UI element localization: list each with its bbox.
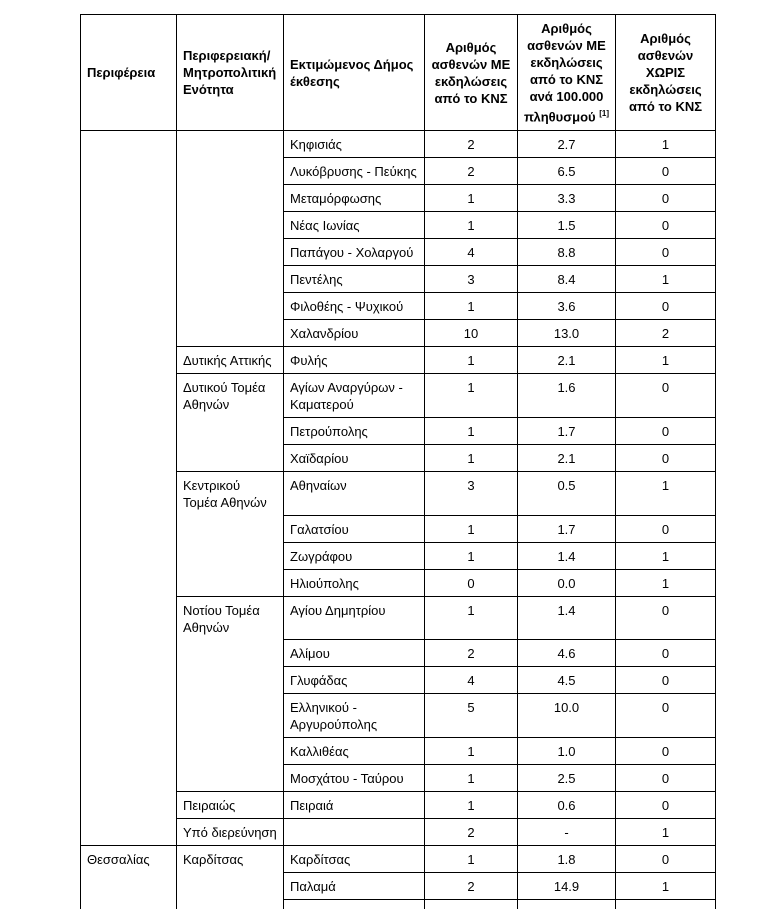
region-cell (81, 667, 177, 694)
rate-cell: 14.9 (518, 873, 616, 900)
table-row (81, 239, 716, 266)
rate-cell: 3.3 (518, 185, 616, 212)
cases-without-cell: 1 (616, 347, 716, 374)
region-cell (81, 738, 177, 765)
region-cell (81, 212, 177, 239)
municipality-cell: Πειραιά (284, 792, 425, 819)
cases-with-cell: 5 (425, 694, 518, 738)
footnote-ref: [1] (599, 109, 609, 118)
cases-with-cell: 1 (425, 374, 518, 418)
municipality-cell: Αγίου Δημητρίου (284, 596, 425, 640)
rate-cell: 0.0 (518, 569, 616, 596)
municipality-cell: Κηφισιάς (284, 131, 425, 158)
cases-with-cell: 2 (425, 640, 518, 667)
region-cell (81, 873, 177, 900)
region-cell (81, 542, 177, 569)
cases-without-cell: 1 (616, 819, 716, 846)
unit-cell (177, 873, 284, 900)
cases-without-cell: 0 (616, 640, 716, 667)
rate-cell: 1.8 (518, 846, 616, 873)
table-row (81, 900, 716, 909)
rate-cell: 1.0 (518, 738, 616, 765)
rate-cell: 10.0 (518, 694, 616, 738)
header-rate-text: Αριθμός ασθενών ΜΕ εκδηλώσεις από το ΚΝΣ ανά 100.000 πληθυσμού (524, 21, 606, 124)
unit-cell: Καρδίτσας (177, 846, 284, 873)
municipality-cell: Μεταμόρφωσης (284, 185, 425, 212)
municipality-cell: Παλαμά (284, 873, 425, 900)
table-row (81, 667, 716, 694)
table-row (81, 792, 716, 819)
table-row (81, 819, 716, 846)
cases-without-cell: 0 (616, 792, 716, 819)
cases-without-cell: 1 (616, 569, 716, 596)
region-cell (81, 819, 177, 846)
cases-without-cell: 0 (616, 765, 716, 792)
unit-cell (177, 542, 284, 569)
unit-cell (177, 212, 284, 239)
cases-with-cell: 3 (425, 472, 518, 516)
table-row (81, 846, 716, 873)
rate-cell: 1.7 (518, 515, 616, 542)
header-region: Περιφέρεια (81, 15, 177, 131)
cases-without-cell: 0 (616, 515, 716, 542)
municipality-cell: Καλλιθέας (284, 738, 425, 765)
municipality-cell: Ηλιούπολης (284, 569, 425, 596)
cases-without-cell: 0 (616, 185, 716, 212)
rate-cell: 1.5 (518, 212, 616, 239)
unit-cell: Δυτικής Αττικής (177, 347, 284, 374)
rate-cell: 1.4 (518, 596, 616, 640)
unit-cell (177, 667, 284, 694)
table-row (81, 596, 716, 640)
cases-with-cell: 1 (425, 792, 518, 819)
table-row (81, 873, 716, 900)
cases-without-cell: 1 (616, 873, 716, 900)
unit-cell (177, 185, 284, 212)
table-row (81, 374, 716, 418)
cases-without-cell: 1 (616, 472, 716, 516)
municipality-cell: Λυκόβρυσης - Πεύκης (284, 158, 425, 185)
table-row (81, 320, 716, 347)
unit-cell (177, 515, 284, 542)
region-cell (81, 266, 177, 293)
cases-without-cell: 1 (616, 542, 716, 569)
cases-with-cell: 1 (425, 293, 518, 320)
cases-without-cell: 0 (616, 158, 716, 185)
unit-cell (177, 293, 284, 320)
municipality-cell: Ζωγράφου (284, 542, 425, 569)
cases-with-cell: 3 (425, 266, 518, 293)
region-cell (81, 792, 177, 819)
header-unit: Περιφερειακή/ Μητροπολιτική Ενότητα (177, 15, 284, 131)
region-cell (81, 694, 177, 738)
region-cell (81, 569, 177, 596)
cases-with-cell: 1 (425, 212, 518, 239)
table-row (81, 515, 716, 542)
unit-cell (177, 445, 284, 472)
unit-cell (177, 266, 284, 293)
unit-cell (177, 738, 284, 765)
region-cell (81, 320, 177, 347)
cases-with-cell: 2 (425, 158, 518, 185)
rate-cell: 1.7 (518, 418, 616, 445)
unit-cell (177, 131, 284, 158)
table-row (81, 266, 716, 293)
unit-cell (177, 418, 284, 445)
rate-cell: 1.4 (518, 542, 616, 569)
rate-cell: 1.6 (518, 374, 616, 418)
cases-with-cell: 4 (425, 239, 518, 266)
region-cell (81, 765, 177, 792)
table-row (81, 212, 716, 239)
table-row (81, 694, 716, 738)
unit-cell (177, 900, 284, 909)
header-cases-without: Αριθμός ασθενών ΧΩΡΙΣ εκδηλώσεις από το ΚΝΣ (616, 15, 716, 131)
rate-cell: 13.0 (518, 320, 616, 347)
table-row (81, 131, 716, 158)
table-row (81, 472, 716, 516)
table-row (81, 738, 716, 765)
cases-without-cell: 0 (616, 596, 716, 640)
municipality-cell: Αθηναίων (284, 472, 425, 516)
rate-cell: 8.8 (518, 239, 616, 266)
table-body (81, 131, 716, 909)
region-cell: Θεσσαλίας (81, 846, 177, 873)
cases-without-cell: 0 (616, 667, 716, 694)
region-cell (81, 596, 177, 640)
cases-with-cell: 1 (425, 542, 518, 569)
rate-cell: 3.6 (518, 293, 616, 320)
rate-cell: 2.7 (518, 131, 616, 158)
municipality-cell: Πετρούπολης (284, 418, 425, 445)
unit-cell (177, 694, 284, 738)
cases-with-cell: 2 (425, 873, 518, 900)
region-cell (81, 185, 177, 212)
table-row (81, 158, 716, 185)
region-cell (81, 640, 177, 667)
rate-cell: - (518, 819, 616, 846)
municipality-cell: Χαϊδαρίου (284, 445, 425, 472)
region-cell (81, 374, 177, 418)
unit-cell: Υπό διερεύνηση (177, 819, 284, 846)
region-cell (81, 131, 177, 158)
unit-cell (177, 320, 284, 347)
unit-cell: Κεντρικού Τομέα Αθηνών (177, 472, 284, 516)
cases-without-cell: 0 (616, 374, 716, 418)
table-row (81, 765, 716, 792)
cases-with-cell: 10 (425, 320, 518, 347)
header-cases-with: Αριθμός ασθενών ΜΕ εκδηλώσεις από το ΚΝΣ (425, 15, 518, 131)
unit-cell: Νοτίου Τομέα Αθηνών (177, 596, 284, 640)
region-cell (81, 347, 177, 374)
cases-without-cell: 0 (616, 738, 716, 765)
cases-without-cell: 0 (616, 212, 716, 239)
table-row (81, 542, 716, 569)
cases-without-cell: 0 (616, 445, 716, 472)
municipality-cell: Αγίων Αναργύρων - Καματερού (284, 374, 425, 418)
municipality-cell (284, 900, 425, 909)
table-row (81, 185, 716, 212)
unit-cell (177, 158, 284, 185)
cases-with-cell: 1 (425, 765, 518, 792)
cases-without-cell (616, 900, 716, 909)
region-cell (81, 158, 177, 185)
municipality-cell: Γλυφάδας (284, 667, 425, 694)
cases-with-cell (425, 900, 518, 909)
municipality-cell: Πεντέλης (284, 266, 425, 293)
municipality-cell: Φυλής (284, 347, 425, 374)
region-cell (81, 472, 177, 516)
header-municipality: Εκτιμώμενος Δήμος έκθεσης (284, 15, 425, 131)
cases-with-cell: 1 (425, 846, 518, 873)
cases-without-cell: 1 (616, 131, 716, 158)
unit-cell (177, 640, 284, 667)
rate-cell: 2.1 (518, 445, 616, 472)
rate-cell: 4.6 (518, 640, 616, 667)
municipality-cell: Μοσχάτου - Ταύρου (284, 765, 425, 792)
cases-with-cell: 1 (425, 185, 518, 212)
region-cell (81, 900, 177, 909)
cases-with-cell: 2 (425, 819, 518, 846)
table-row (81, 640, 716, 667)
rate-cell: 2.1 (518, 347, 616, 374)
cases-with-cell: 1 (425, 738, 518, 765)
unit-cell (177, 765, 284, 792)
region-cell (81, 418, 177, 445)
header-row (81, 15, 716, 131)
municipality-cell: Ελληνικού - Αργυρούπολης (284, 694, 425, 738)
cases-without-cell: 0 (616, 239, 716, 266)
cases-with-cell: 1 (425, 347, 518, 374)
rate-cell (518, 900, 616, 909)
table-row (81, 347, 716, 374)
municipality-cell: Γαλατσίου (284, 515, 425, 542)
municipality-cell: Καρδίτσας (284, 846, 425, 873)
municipality-cell: Αλίμου (284, 640, 425, 667)
cases-with-cell: 1 (425, 596, 518, 640)
cases-with-cell: 2 (425, 131, 518, 158)
unit-cell (177, 569, 284, 596)
table-row (81, 418, 716, 445)
unit-cell: Δυτικού Τομέα Αθηνών (177, 374, 284, 418)
table-row (81, 293, 716, 320)
table-row (81, 569, 716, 596)
municipality-cell: Χαλανδρίου (284, 320, 425, 347)
region-cell (81, 445, 177, 472)
cases-without-cell: 0 (616, 846, 716, 873)
cases-with-cell: 0 (425, 569, 518, 596)
unit-cell: Πειραιώς (177, 792, 284, 819)
region-cell (81, 515, 177, 542)
unit-cell (177, 239, 284, 266)
cases-with-cell: 1 (425, 445, 518, 472)
cases-with-cell: 4 (425, 667, 518, 694)
cases-with-cell: 1 (425, 515, 518, 542)
cases-without-cell: 0 (616, 694, 716, 738)
rate-cell: 6.5 (518, 158, 616, 185)
municipality-cell: Φιλοθέης - Ψυχικού (284, 293, 425, 320)
rate-cell: 2.5 (518, 765, 616, 792)
table-row (81, 445, 716, 472)
rate-cell: 8.4 (518, 266, 616, 293)
municipality-cell: Παπάγου - Χολαργού (284, 239, 425, 266)
cases-without-cell: 0 (616, 418, 716, 445)
cases-with-cell: 1 (425, 418, 518, 445)
header-rate (518, 15, 616, 131)
rate-cell: 0.6 (518, 792, 616, 819)
cases-without-cell: 2 (616, 320, 716, 347)
cases-table (80, 14, 716, 909)
region-cell (81, 293, 177, 320)
municipality-cell: Νέας Ιωνίας (284, 212, 425, 239)
municipality-cell (284, 819, 425, 846)
region-cell (81, 239, 177, 266)
cases-without-cell: 0 (616, 293, 716, 320)
rate-cell: 4.5 (518, 667, 616, 694)
rate-cell: 0.5 (518, 472, 616, 516)
cases-without-cell: 1 (616, 266, 716, 293)
